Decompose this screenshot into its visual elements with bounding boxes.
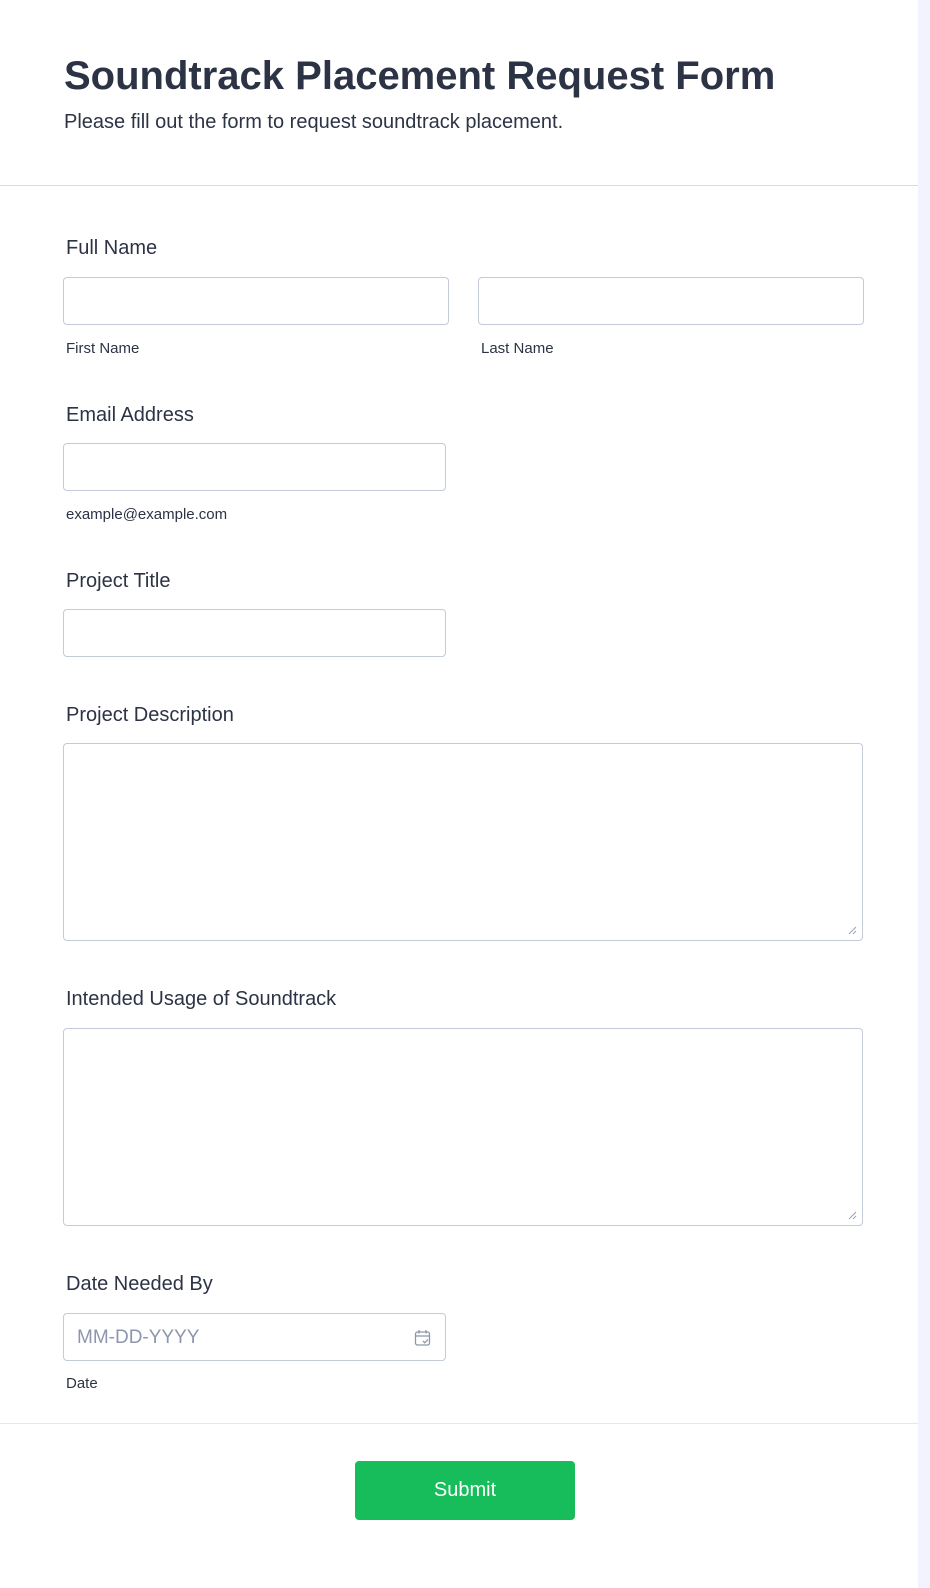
email-input[interactable] xyxy=(63,443,446,491)
form-title: Soundtrack Placement Request Form xyxy=(64,54,776,98)
first-name-sublabel: First Name xyxy=(66,340,140,357)
form-subtitle: Please fill out the form to request soundtrack placement. xyxy=(64,111,564,133)
last-name-sublabel: Last Name xyxy=(481,340,554,357)
project-title-label: Project Title xyxy=(66,570,171,592)
submit-button[interactable]: Submit xyxy=(355,1461,575,1520)
intended-usage-textarea[interactable] xyxy=(63,1028,863,1226)
date-sublabel: Date xyxy=(66,1375,98,1392)
date-input[interactable] xyxy=(63,1313,446,1361)
email-label: Email Address xyxy=(66,404,194,426)
project-description-textarea[interactable] xyxy=(63,743,863,941)
intended-usage-label: Intended Usage of Soundtrack xyxy=(66,988,337,1010)
last-name-input[interactable] xyxy=(478,277,864,325)
resize-handle-icon[interactable] xyxy=(848,926,857,935)
first-name-input[interactable] xyxy=(63,277,449,325)
form-header xyxy=(0,0,918,186)
email-sublabel: example@example.com xyxy=(66,506,228,523)
date-placeholder: MM-DD-YYYY xyxy=(77,1327,200,1348)
full-name-label: Full Name xyxy=(66,237,158,259)
calendar-icon[interactable] xyxy=(414,1329,432,1347)
project-description-label: Project Description xyxy=(66,704,234,726)
project-title-input[interactable] xyxy=(63,609,446,657)
form-footer xyxy=(0,1423,918,1588)
date-needed-label: Date Needed By xyxy=(66,1273,213,1295)
resize-handle-icon[interactable] xyxy=(848,1211,857,1220)
